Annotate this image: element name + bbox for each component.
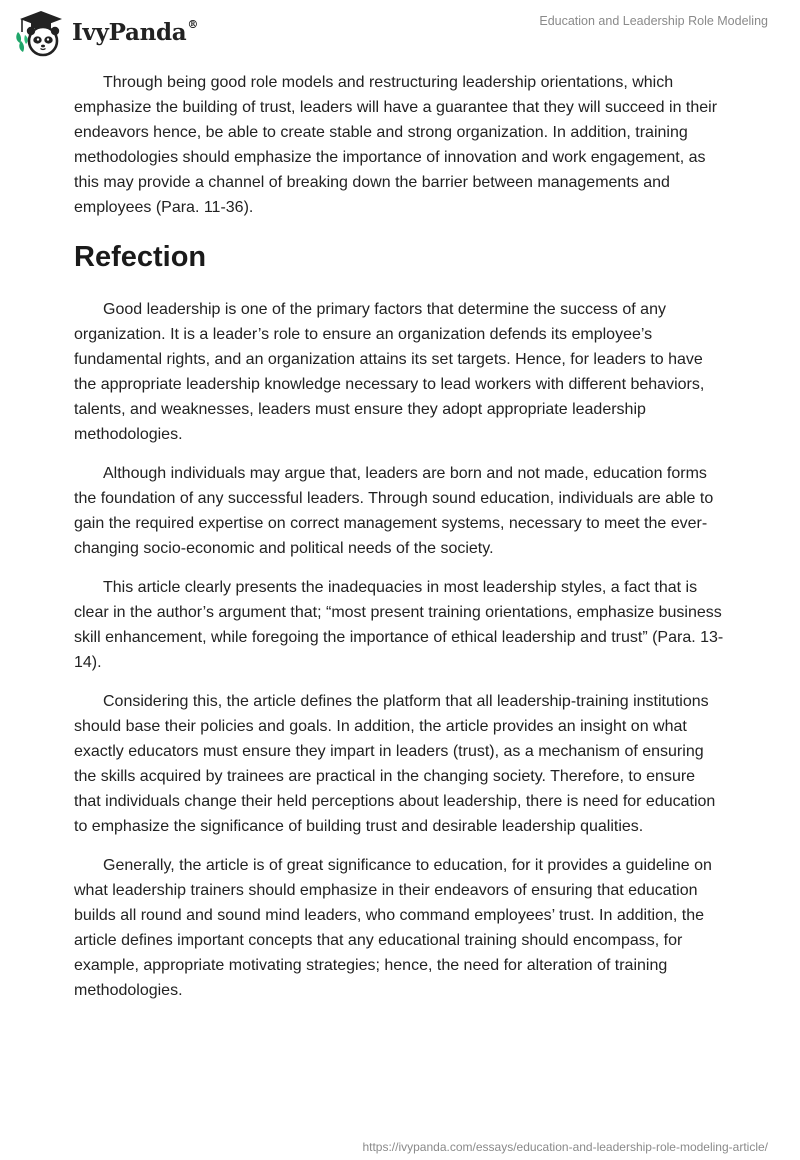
paragraph: Good leadership is one of the primary factors that determine the success of any organization. It is a leader’s role to ensure an organization defends its employee’s fundamental rights, and an organization attains its set targets. Hence, for leaders to have the appropriate leadership knowledge necessary to lead workers with different behaviors, talents, and weaknesses, leaders must ensure they adopt appropriate leadership methodologies.: [74, 301, 705, 443]
paragraph: Although individuals may argue that, leaders are born and not made, education forms the foundation of any successful leaders. Through sound education, individuals are able to gain the required expertise on correct management systems, necessary to meet the ever-changing socio-economic and political needs of the society.: [74, 465, 714, 557]
article-body: [74, 70, 726, 1017]
page-header: [0, 0, 800, 64]
running-title: Education and Leadership Role Modeling: [539, 14, 768, 28]
intro-paragraph: Through being good role models and restructuring leadership orientations, which emphasize the building of trust, leaders will have a guarantee that they will succeed in their endeavors hence, be able to create stable and strong organization. In addition, training methodologies should emphasize the importance of innovation and work engagement, as this may provide a channel of breaking down the barrier between managements and employees (Para. 11-36).: [74, 74, 718, 216]
paragraph: This article clearly presents the inadequacies in most leadership styles, a fact that is clear in the author’s argument that; “most present training orientations, emphasize business skill enhancement, while foregoing the importance of ethical leadership and trust” (Para. 13-14).: [74, 579, 724, 671]
brand-name: IvyPanda®: [72, 17, 199, 46]
paragraph: Generally, the article is of great significance to education, for it provides a guideline on what leadership trainers should emphasize in their endeavors of ensuring that education builds all round and sound mind leaders, who command employees’ trust. In addition, the article defines important concepts that any educational training should encompass, for example, appropriate motivating strategies; hence, the need for alteration of training methodologies.: [74, 857, 712, 999]
section-heading: Refection: [74, 241, 207, 273]
paragraph: Considering this, the article defines the platform that all leadership-training institutions should base their policies and goals. In addition, the article provides an insight on what exactly educators must ensure they impart in leaders (trust), as a mechanism of ensuring the skills acquired by trainees are practical in the changing society. Therefore, to ensure that individuals change their held perceptions about leadership, there is need for education to emphasize the significance of building trust and desirable leadership qualities.: [74, 693, 716, 835]
registered-mark: ®: [187, 17, 199, 31]
panda-graduate-icon: [14, 8, 68, 58]
source-url-link[interactable]: https://ivypanda.com/essays/education-and-leadership-role-modeling-article/: [362, 1140, 768, 1154]
ivypanda-logo[interactable]: [14, 8, 198, 58]
